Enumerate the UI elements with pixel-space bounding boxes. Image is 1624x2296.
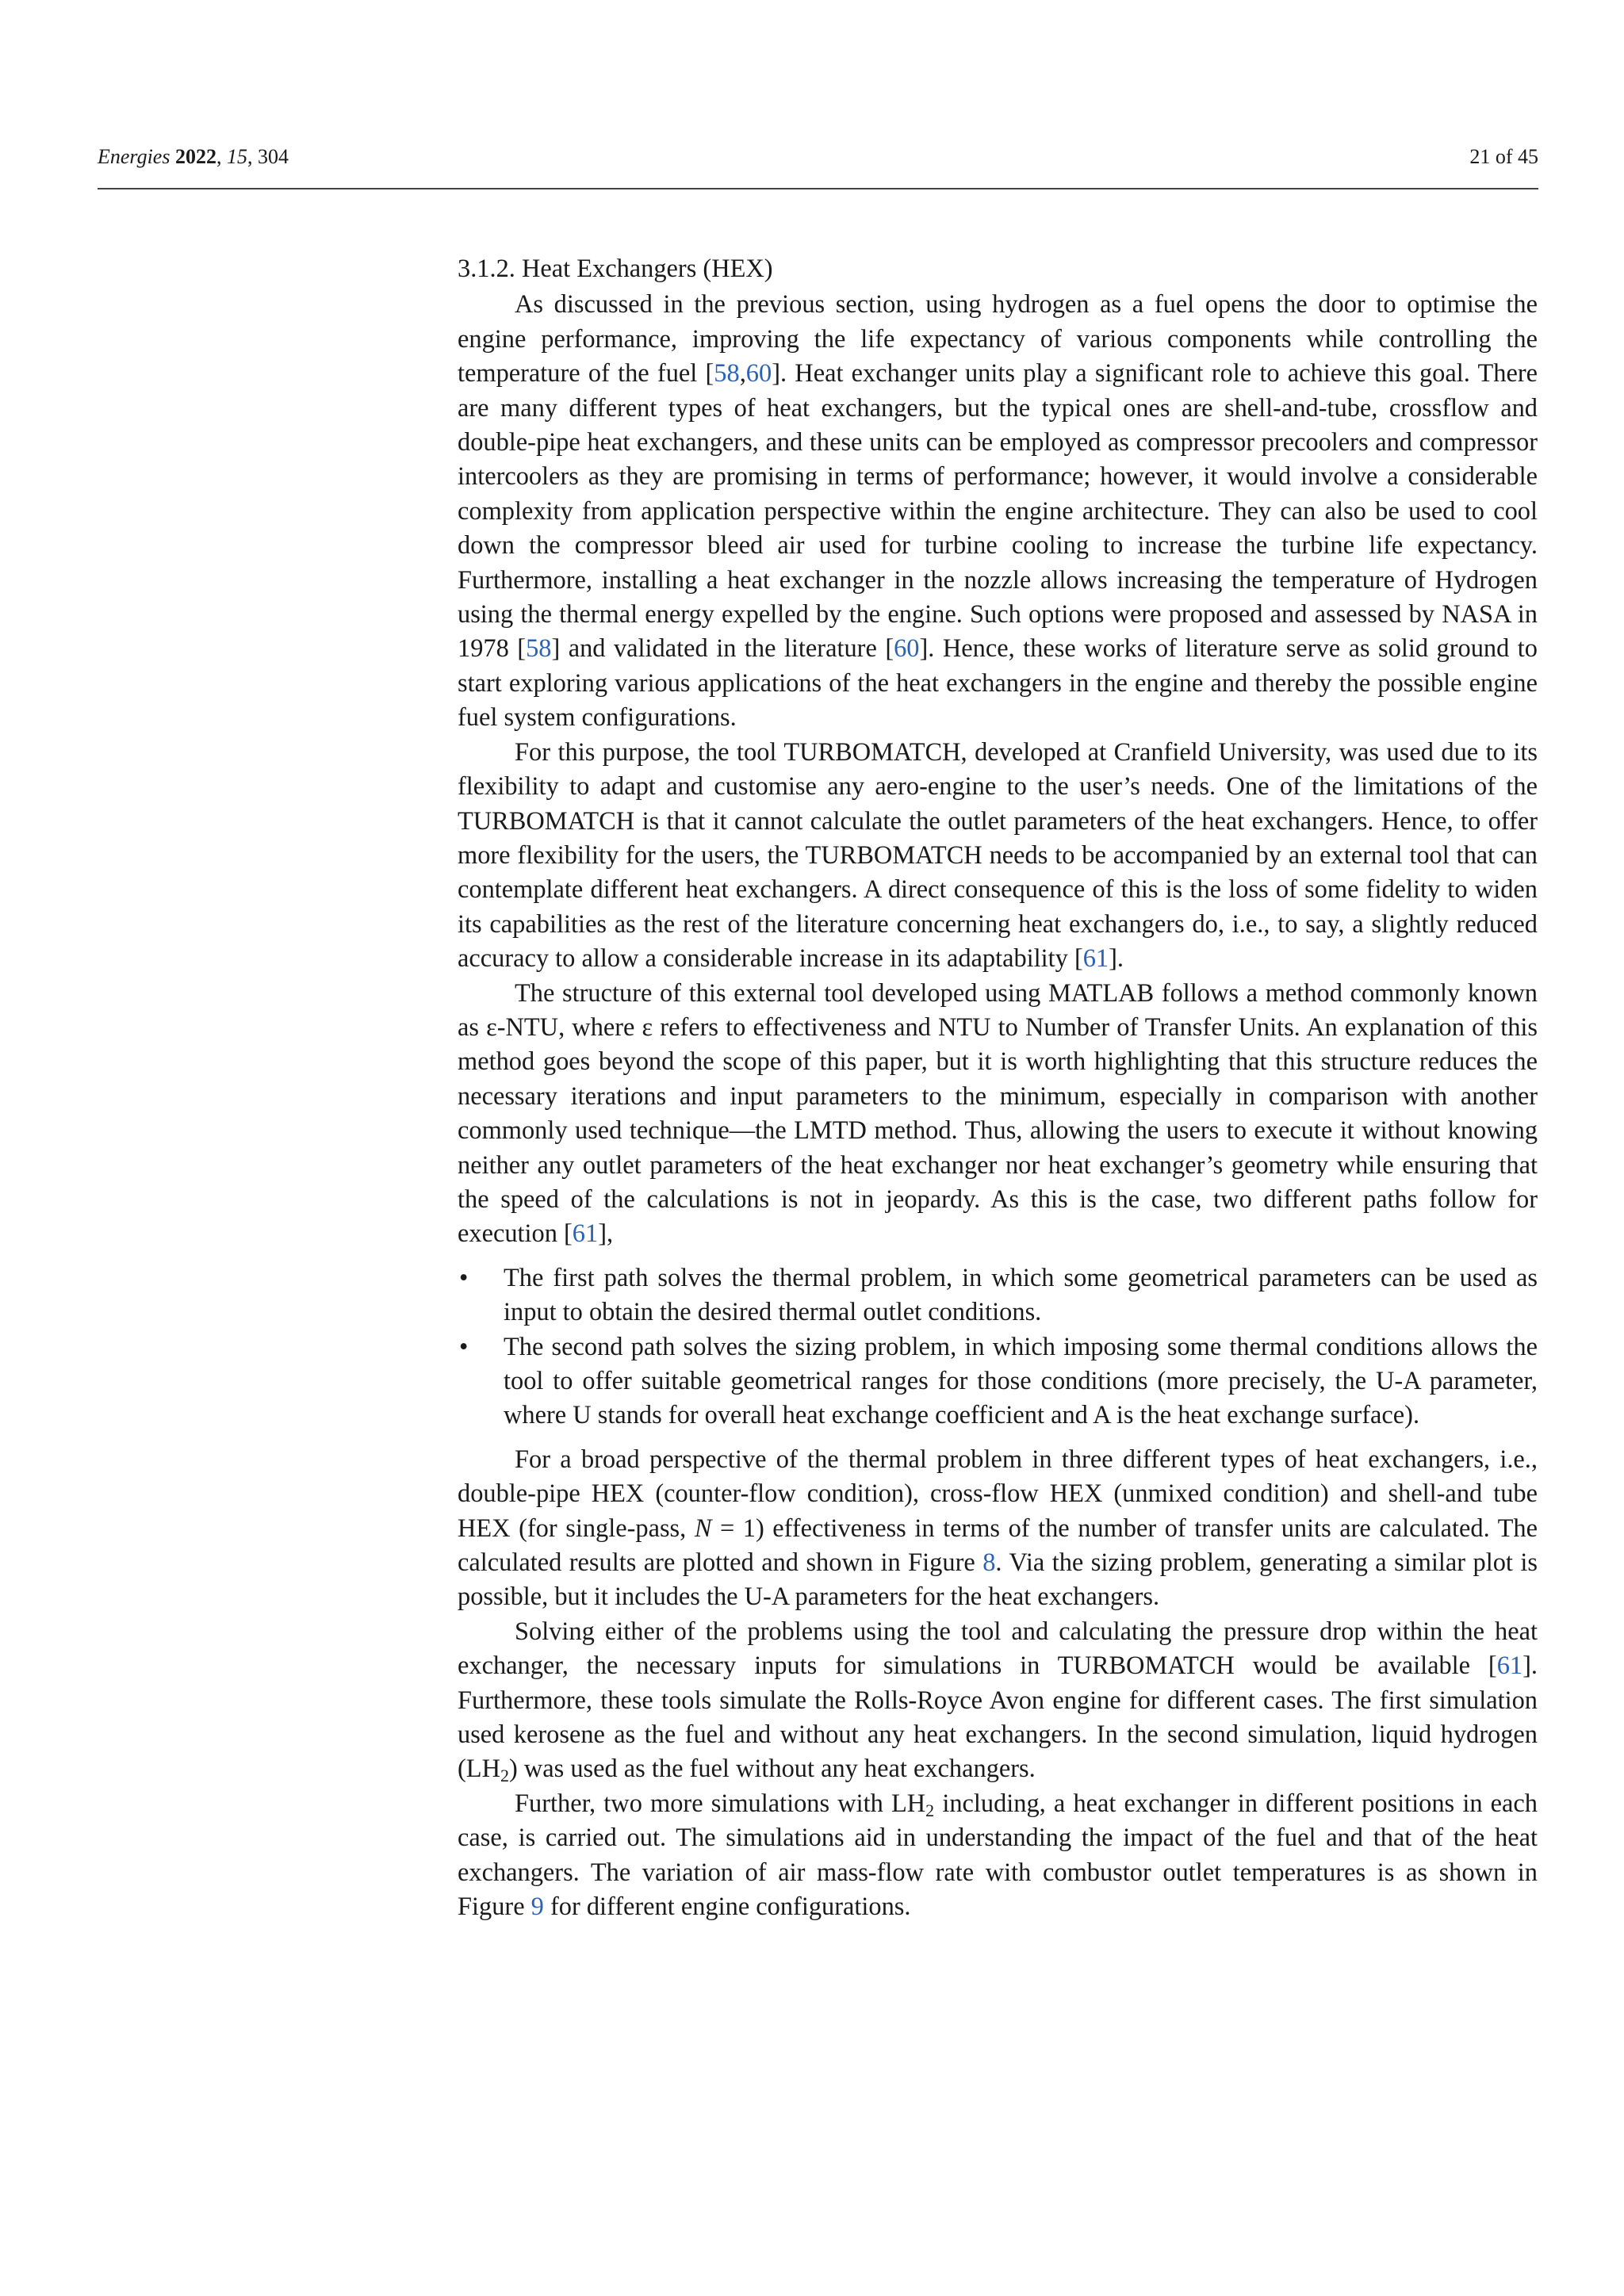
text-run: Solving either of the problems using the tool and calculating the pressure drop within the heat exchanger, the necessary inputs for simulations in TURBOMATCH would be available [ <box>458 1617 1538 1681</box>
article-number: , 304 <box>247 145 289 168</box>
citation-link[interactable]: 58 <box>526 634 552 664</box>
list-item <box>458 1330 1538 1433</box>
text-run: , <box>739 359 746 388</box>
text-run: . Via the sizing problem, generating a similar plot is possible, but it includes the U-A parameters for the heat exchangers. <box>458 1548 1538 1612</box>
list-item <box>458 1261 1538 1330</box>
paragraph-2 <box>458 736 1538 977</box>
page-header <box>98 145 1538 189</box>
text-run: ]. <box>1109 944 1124 974</box>
list-item-text: The second path solves the sizing problem, in which imposing some thermal conditions allows the tool to offer suitable geometrical ranges for those conditions (more precisely, the U-A parameter, where U stands for overall heat exchange coefficient and A is the heat exchange surface). <box>504 1332 1538 1430</box>
main-content <box>458 252 1538 1925</box>
text-run: As discussed in the previous section, using hydrogen as a fuel opens the door to optimise the engine performance, improving the life expectancy of various components while controlling the temperature of the fuel [ <box>458 290 1538 388</box>
journal-name: Energies <box>98 145 170 168</box>
text-run: = 1) effectiveness in terms of the number of transfer units are calculated. The calculated results are plotted and shown in Figure <box>458 1513 1538 1578</box>
citation-link[interactable]: 58 <box>714 359 740 388</box>
text-run: including, a heat exchanger in different positions in each case, is carried out. The simulations aid in understanding the impact of the fuel and that of the heat exchangers. The variation of air mass-flow rate with combustor outlet temperatures is as shown in Figure <box>458 1789 1538 1922</box>
page-number: 21 of 45 <box>1469 145 1538 168</box>
text-run: ]. Furthermore, these tools simulate the Rolls-Royce Avon engine for different cases. The first simulation used kerosene as the fuel and without any heat exchangers. In the second simulation, liquid hydrogen (LH <box>458 1651 1538 1784</box>
text-run: ]. Heat exchanger units play a significant role to achieve this goal. There are many different types of heat exchangers, but the typical ones are shell-and-tube, crossflow and double-pipe heat exchangers, and these units can be employed as compressor precoolers and compressor intercoolers as they are promising in terms of performance; however, it would involve a considerable complexity from application perspective within the engine architecture. They can also be used to cool down the compressor bleed air used for turbine cooling to increase the turbine life expectancy. Furthermore, installing a heat exchanger in the nozzle allows increasing the temperature of Hydrogen using the thermal energy expelled by the engine. Such options were proposed and assessed by NASA in 1978 [ <box>458 359 1538 664</box>
bullet-icon: • <box>459 1332 469 1361</box>
text-run: ] and validated in the literature [ <box>551 634 894 664</box>
bullet-icon: • <box>459 1263 469 1292</box>
text-run: ]. Hence, these works of literature serve as solid ground to start exploring various applications of the heat exchangers in the engine and thereby the possible engine fuel system configurations. <box>458 634 1538 733</box>
text-run: for different engine configurations. <box>543 1892 911 1922</box>
paragraph-3 <box>458 977 1538 1252</box>
text-run: For a broad perspective of the thermal problem in three different types of heat exchangers, i.e., double-pipe HEX (counter-flow condition), cross-flow HEX (unmixed condition) and shell-and tube HEX (for single-pass, <box>458 1445 1538 1543</box>
paragraph-1 <box>458 288 1538 735</box>
citation-link[interactable]: 60 <box>745 359 772 388</box>
text-run: Further, two more simulations with LH <box>515 1789 926 1818</box>
paragraph-4 <box>458 1443 1538 1615</box>
journal-volume: 15 <box>226 145 247 168</box>
citation-link[interactable]: 60 <box>894 634 920 664</box>
figure-link[interactable]: 8 <box>982 1548 996 1578</box>
citation-link[interactable]: 61 <box>1082 944 1109 974</box>
citation-link[interactable]: 61 <box>1496 1651 1523 1681</box>
subscript: 2 <box>500 1766 509 1786</box>
paragraph-5 <box>458 1615 1538 1787</box>
text-run: The structure of this external tool developed using MATLAB follows a method commonly known as ε-NTU, where ε refers to effectiveness and NTU to Number of Transfer Units. An explanation of this method goes beyond the scope of this paper, but it is worth highlighting that this structure reduces the necessary iterations and input parameters to the minimum, especially in comparison with another commonly used technique—the LMTD method. Thus, allowing the users to execute it without knowing neither any outlet parameters of the heat exchanger nor heat exchanger’s geometry while ensuring that the speed of the calculations is not in jeopardy. As this is the case, two different paths follow for execution [ <box>458 978 1538 1249</box>
journal-year: 2022 <box>174 145 216 168</box>
paragraph-6 <box>458 1787 1538 1925</box>
journal-citation: Energies 2022, 15, 304 <box>98 145 289 168</box>
citation-link[interactable]: 61 <box>572 1219 599 1249</box>
list-item-text: The first path solves the thermal problem, in which some geometrical parameters can be used as input to obtain the desired thermal outlet conditions. <box>504 1263 1538 1327</box>
bullet-list <box>458 1261 1538 1433</box>
figure-link[interactable]: 9 <box>530 1892 544 1922</box>
text-run: ], <box>598 1219 614 1249</box>
text-run: For this purpose, the tool TURBOMATCH, developed at Cranfield University, was used due to its flexibility to adapt and customise any aero-engine to the user’s needs. One of the limitations of the TURBOMATCH is that it cannot calculate the outlet parameters of the heat exchangers. Hence, to offer more flexibility for the users, the TURBOMATCH needs to be accompanied by an external tool that can contemplate different heat exchangers. A direct consequence of this is the loss of some fidelity to widen its capabilities as the rest of the literature concerning heat exchangers do, i.e., to say, a slightly reduced accuracy to allow a considerable increase in its adaptability [ <box>458 737 1538 974</box>
text-run: ) was used as the fuel without any heat exchangers. <box>508 1755 1036 1784</box>
subscript: 2 <box>925 1800 935 1820</box>
math-variable: N <box>694 1513 712 1543</box>
section-title: 3.1.2. Heat Exchangers (HEX) <box>458 254 773 283</box>
